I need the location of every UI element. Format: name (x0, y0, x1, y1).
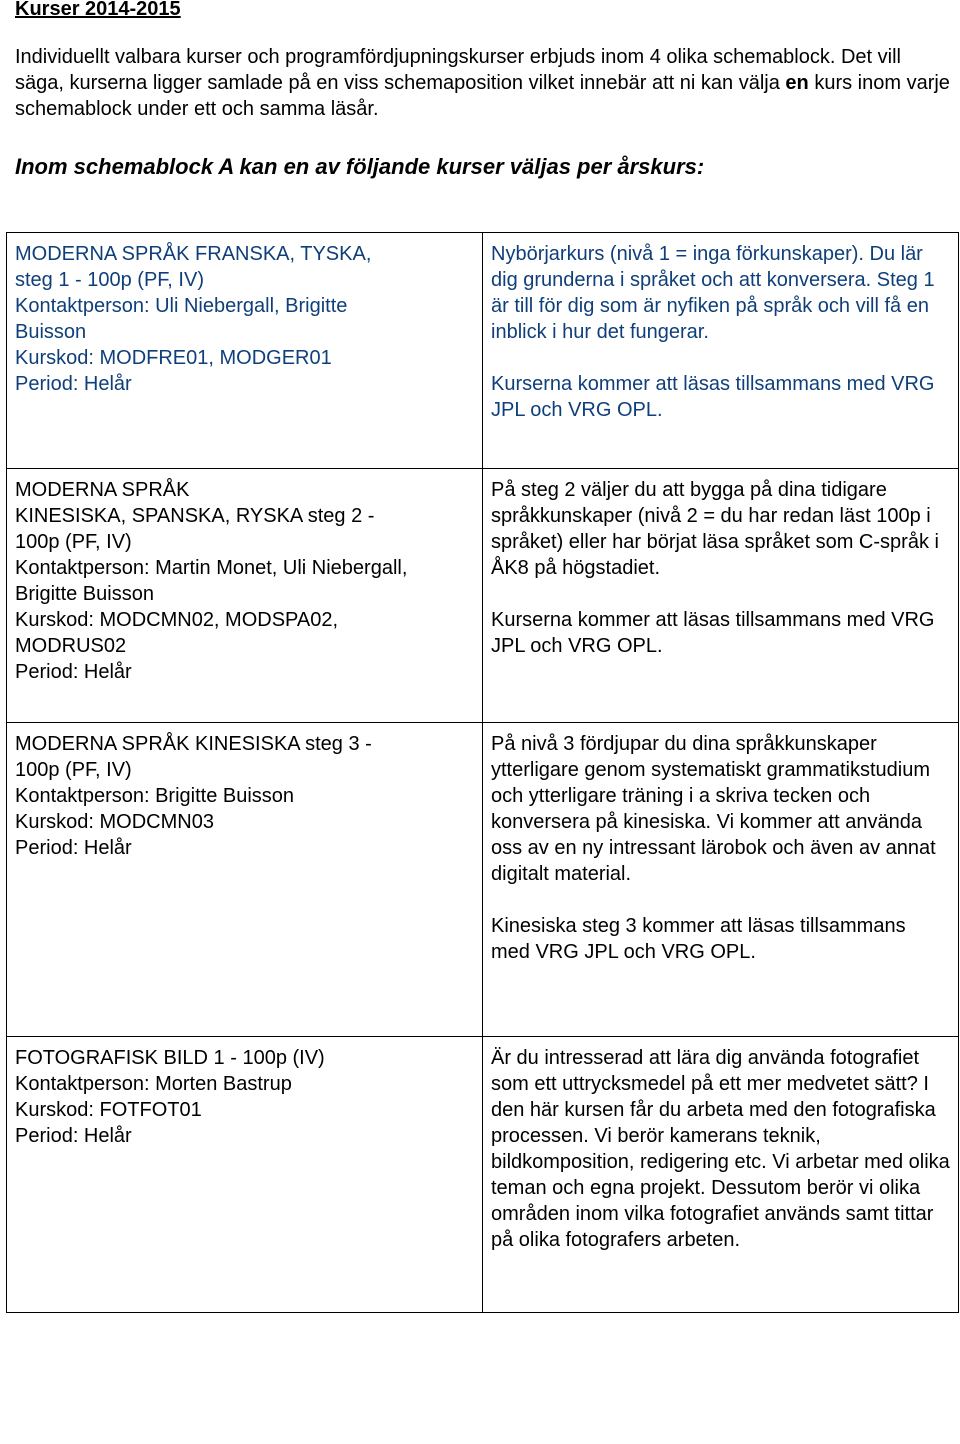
schedule-block-heading: Inom schemablock A kan en av följande kurser väljas per årskurs: (15, 154, 705, 179)
course-note: Kurserna kommer att läsas tillsammans med VRG JPL och VRG OPL. (491, 373, 935, 421)
course-name-line: MODERNA SPRÅK KINESISKA steg 3 - (15, 733, 372, 755)
contact-person-line: Kontaktperson: Uli Niebergall, Brigitte (15, 295, 348, 317)
course-row (7, 723, 959, 1037)
course-note: Kurserna kommer att läsas tillsammans med VRG JPL och VRG OPL. (491, 609, 935, 657)
course-info-cell (7, 233, 483, 469)
intro-paragraph (15, 44, 950, 122)
period-line: Period: Helår (15, 1125, 132, 1147)
course-info-cell (7, 469, 483, 723)
course-code-line: Kurskod: MODFRE01, MODGER01 (15, 347, 332, 369)
course-name-line: MODERNA SPRÅK (15, 479, 190, 501)
intro-text-1: Individuellt valbara kurser och programfördjupningskurser erbjuds inom 4 olika schemablock. Det vill säga, kurserna ligger samlade på en viss schemaposition vilket innebär att ni kan välja (15, 46, 901, 94)
course-description: Nybörjarkurs (nivå 1 = inga förkunskaper). Du lär dig grunderna i språket och att konversera. Steg 1 är till för dig som är nyfiken på språk och vill få en inblick i hur det fungerar. (491, 243, 935, 343)
course-table (6, 232, 959, 1313)
course-level-line: steg 1 - 100p (PF, IV) (15, 269, 204, 291)
contact-person-line-cont: Buisson (15, 321, 87, 343)
course-description-cell (483, 469, 959, 723)
contact-person-line: Kontaktperson: Morten Bastrup (15, 1073, 292, 1095)
course-code-line: Kurskod: MODCMN02, MODSPA02, (15, 609, 339, 631)
course-description: På steg 2 väljer du att bygga på dina tidigare språkkunskaper (nivå 2 = du har redan läst 100p i språket) eller har börjat läsa språket som C-språk i ÅK8 på högstadiet. (491, 479, 939, 579)
course-level-line: 100p (PF, IV) (15, 531, 132, 553)
course-name-line: MODERNA SPRÅK FRANSKA, TYSKA, (15, 243, 372, 265)
course-code-line: Kurskod: FOTFOT01 (15, 1099, 202, 1121)
course-description-cell (483, 1037, 959, 1313)
course-name-line: FOTOGRAFISK BILD 1 - 100p (IV) (15, 1047, 325, 1069)
course-code-line: Kurskod: MODCMN03 (15, 811, 214, 833)
intro-emphasis: en (785, 72, 809, 94)
page-title: Kurser 2014-2015 (15, 0, 181, 20)
period-line: Period: Helår (15, 373, 132, 395)
period-line: Period: Helår (15, 837, 132, 859)
contact-person-line: Kontaktperson: Martin Monet, Uli Niebergall, (15, 557, 408, 579)
period-line: Period: Helår (15, 661, 132, 683)
course-row (7, 1037, 959, 1313)
course-info-cell (7, 1037, 483, 1313)
course-level-line: 100p (PF, IV) (15, 759, 132, 781)
contact-person-line-cont: Brigitte Buisson (15, 583, 154, 605)
course-description: Är du intresserad att lära dig använda fotografiet som ett uttrycksmedel på ett mer medvetet sätt? I den här kursen får du arbeta med den fotografiska processen. Vi berör kamerans teknik, bildkomposition, redigering etc. Vi arbetar med olika teman och egna projekt. Dessutom berör vi olika områden inom vilka fotografiet används samt tittar på olika fotografers arbeten. (491, 1047, 950, 1251)
course-description-cell (483, 233, 959, 469)
course-row (7, 469, 959, 723)
course-note: Kinesiska steg 3 kommer att läsas tillsammans med VRG JPL och VRG OPL. (491, 915, 906, 963)
course-info-cell (7, 723, 483, 1037)
course-row (7, 233, 959, 469)
course-code-line-cont: MODRUS02 (15, 635, 127, 657)
intro-text-2: kurs inom varje schemablock under ett och samma läsår. (15, 72, 950, 120)
course-description-cell (483, 723, 959, 1037)
course-description: På nivå 3 fördjupar du dina språkkunskaper ytterligare genom systematiskt grammatikstudium och ytterligare träning i a skriva tecken och konversera på kinesiska. Vi kommer att använda oss av en ny intressant lärobok och även av annat digitalt material. (491, 733, 936, 885)
course-name-line-cont: KINESISKA, SPANSKA, RYSKA steg 2 - (15, 505, 375, 527)
contact-person-line: Kontaktperson: Brigitte Buisson (15, 785, 295, 807)
